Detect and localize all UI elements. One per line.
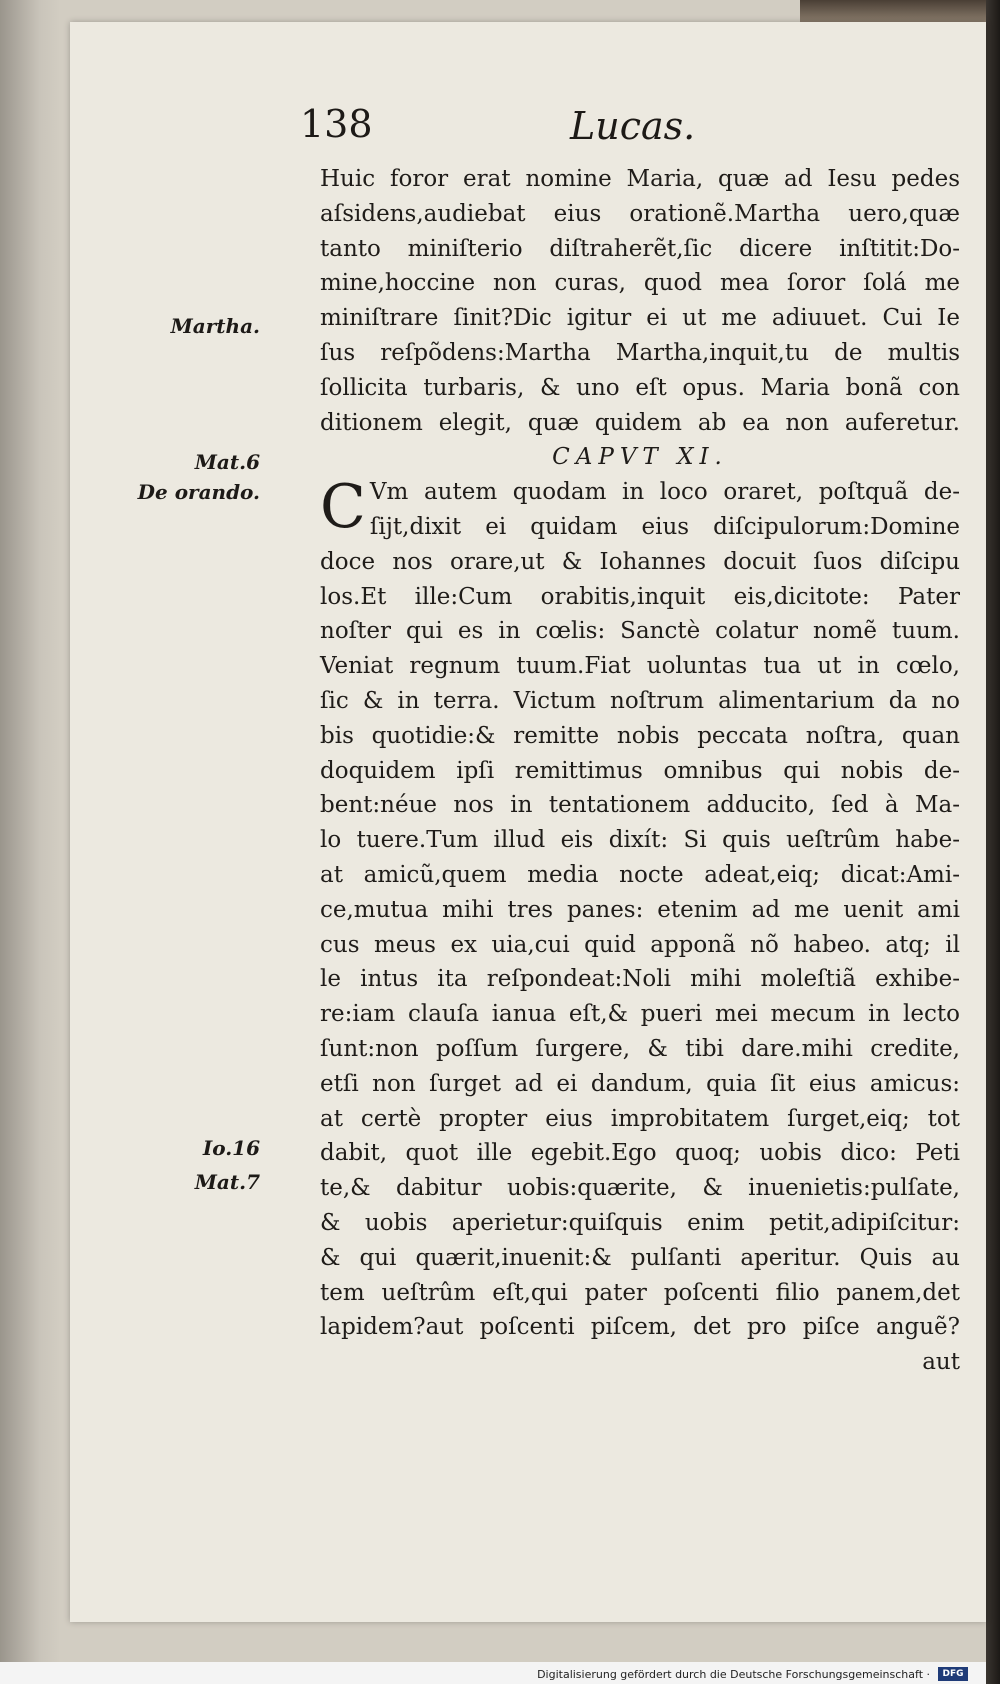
- text-line: mine,hoccine non curas, quod mea ſoror ſolá me: [320, 270, 960, 297]
- text-line: tem ueſtrûm eſt,qui pater poſcenti filio panem,det: [320, 1279, 960, 1306]
- text-line: bent:néue nos in tentationem adducito, ſed à Ma-: [320, 792, 960, 819]
- text-line: Huic foror erat nomine Maria, quæ ad Iesu pedes: [320, 166, 960, 192]
- text-line: noſter qui es in cœlis: Sanctè colatur nomẽ tuum.: [320, 618, 960, 645]
- running-head: Lucas.: [570, 104, 696, 148]
- chapter-paragraph: [320, 472, 960, 1345]
- dfg-logo: DFG: [938, 1667, 968, 1681]
- text-line: miniſtrare ſinit?Dic igitur ei ut me adiuuet. Cui Ie: [320, 305, 960, 332]
- text-line: ſollicita turbaris, & uno eſt opus. Maria bonã con: [320, 374, 960, 401]
- text-line: re:iam clauſa ianua eſt,& pueri mei mecum in lecto: [320, 1001, 960, 1028]
- text-line: tanto miniſterio diſtraherẽt,ſic dicere inſtitit:Do-: [320, 235, 960, 262]
- text-line: ditionem elegit, quæ quidem ab ea non auferetur.: [320, 409, 960, 436]
- drop-cap: C: [320, 472, 366, 543]
- margin-note-mat7: Mat.7: [194, 1170, 260, 1194]
- body-text: [320, 162, 960, 1380]
- text-line: te,& dabitur uobis:quærite, & inuenietis:pulſate,: [320, 1175, 960, 1202]
- book-edge-right: [986, 0, 1000, 1684]
- text-line: bis quotidie:& remitte nobis peccata noſtra, quan: [320, 722, 960, 749]
- text-line: Veniat regnum tuum.Fiat uoluntas tua ut in cœlo,: [320, 653, 960, 680]
- text-line: los.Et ille:Cum orabitis,inquit eis,dicitote: Pater: [320, 583, 960, 610]
- margin-note-mat6: Mat.6: [194, 450, 260, 474]
- text-line: at certè propter eius improbitatem ſurget,eiq; tot: [320, 1105, 960, 1132]
- text-line: & qui quærit,inuenit:& pulſanti aperitur. Quis au: [320, 1244, 960, 1271]
- margin-note-de-orando: De orando.: [137, 480, 260, 504]
- text-line: ſus reſpõdens:Martha Martha,inquit,tu de multis: [320, 339, 960, 366]
- text-line: dabit, quot ille egebit.Ego quoq; uobis dico: Peti: [320, 1140, 960, 1167]
- text-line: le intus ita reſpondeat:Noli mihi moleſtiã exhibe-: [320, 966, 960, 993]
- text-line: lapidem?aut poſcenti piſcem, det pro piſce anguẽ?: [320, 1314, 960, 1341]
- page-number: 138: [300, 102, 373, 146]
- catchword: aut: [922, 1349, 960, 1376]
- text-line: & uobis aperietur:quiſquis enim petit,adipiſcitur:: [320, 1209, 960, 1236]
- text-line: ſic & in terra. Victum noſtrum alimentarium da no: [320, 687, 960, 714]
- text-line: aſsidens,audiebat eius orationẽ.Martha uero,quæ: [320, 200, 960, 227]
- margin-note-martha: Martha.: [170, 314, 260, 338]
- text-line: Vm autem quodam in loco oraret, poſtquã de-: [369, 479, 960, 506]
- text-line: lo tuere.Tum illud eis dixít: Si quis ueſtrûm habe-: [320, 827, 960, 854]
- text-line: ce,mutua mihi tres panes: etenim ad me uenit ami: [320, 896, 960, 923]
- text-line: doce nos orare,ut & Iohannes docuit ſuos diſcipu: [320, 548, 960, 575]
- text-line: at amicũ,quem media nocte adeat,eiq; dicat:Ami-: [320, 861, 960, 888]
- text-line: ſunt:non poſſum ſurgere, & tibi dare.mihi credite,: [320, 1035, 960, 1062]
- text-line: cus meus ex uia,cui quid apponã nõ habeo. atq; il: [320, 931, 960, 958]
- margin-note-io16: Io.16: [202, 1136, 260, 1160]
- book-edge-top: [800, 0, 1000, 22]
- text-line: etſi non ſurget ad ei dandum, quia ſit eius amicus:: [320, 1070, 960, 1097]
- book-page: [70, 22, 986, 1622]
- text-line: ſijt,dixit ei quidam eius diſcipulorum:Domine: [369, 513, 960, 540]
- digitization-footer: [0, 1662, 986, 1684]
- footer-credit: Digitalisierung gefördert durch die Deutsche Forschungsgemeinschaft ·: [537, 1668, 930, 1681]
- chapter-heading: CAPVT XI.: [552, 444, 728, 471]
- text-line: doquidem ipſi remittimus omnibus qui nobis de-: [320, 757, 960, 784]
- page-header: [300, 102, 820, 162]
